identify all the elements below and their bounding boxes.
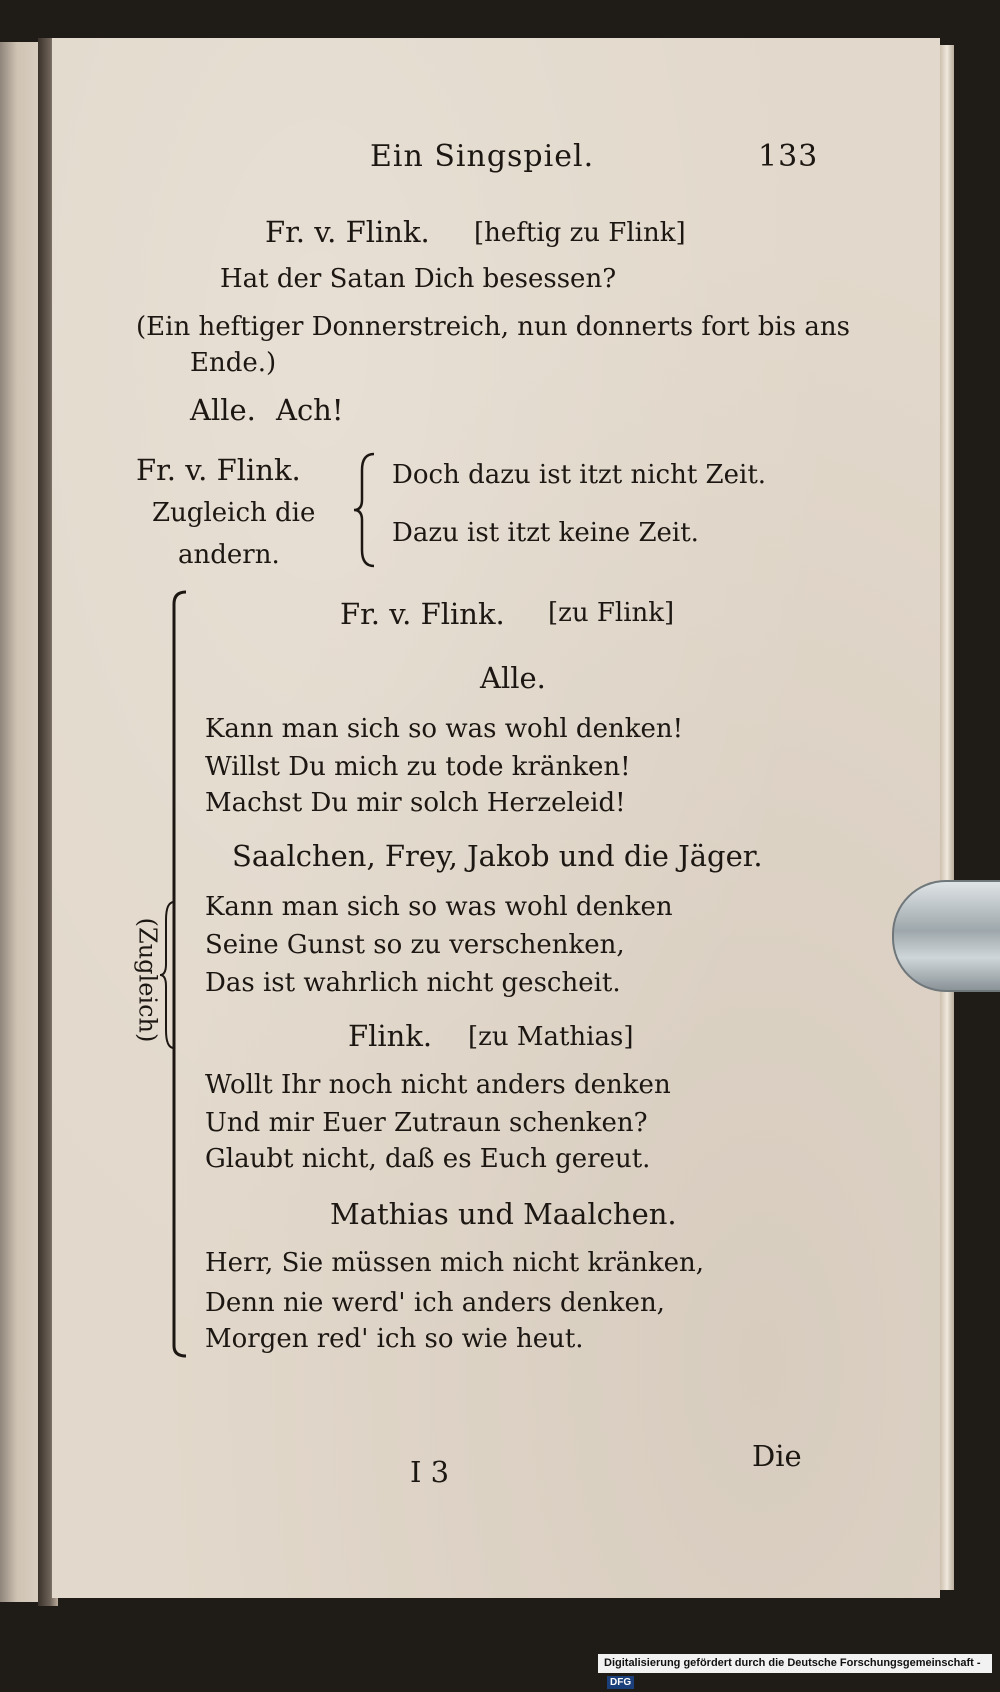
text-line: Und mir Euer Zutraun schenken?	[205, 1108, 648, 1138]
page-clip	[892, 880, 1000, 992]
text-line: Hat der Satan Dich besessen?	[220, 264, 617, 294]
speaker-label: Alle.	[190, 393, 256, 427]
speaker-label: Flink.	[348, 1019, 433, 1053]
credit-text: Digitalisierung gefördert durch die Deutsche Forschungsgemeinschaft -	[604, 1657, 981, 1669]
text-line: Morgen red' ich so wie heut.	[205, 1324, 584, 1354]
dfg-logo: DFG	[607, 1676, 634, 1689]
speaker-label: Zugleich die	[152, 498, 316, 528]
speaker-label: Alle.	[480, 661, 546, 695]
text-line: Ach!	[276, 393, 344, 427]
text-line: Dazu ist itzt keine Zeit.	[392, 518, 699, 548]
speaker-label: Fr. v. Flink.	[265, 215, 430, 249]
curly-brace	[350, 450, 380, 570]
text-line: Wollt Ihr noch nicht anders denken	[205, 1070, 671, 1100]
text-line: Machst Du mir solch Herzeleid!	[205, 788, 626, 818]
catchword: Die	[752, 1439, 802, 1473]
speaker-label: Mathias und Maalchen.	[330, 1197, 677, 1231]
side-label: (Zugleich)	[133, 917, 162, 1043]
page-fore-edge	[940, 45, 954, 1590]
page-number: 133	[758, 139, 819, 174]
text-line: Glaubt nicht, daß es Euch gereut.	[205, 1144, 651, 1174]
speaker-label: andern.	[178, 540, 280, 570]
running-title: Ein Singspiel.	[370, 139, 595, 174]
text-line: Denn nie werd' ich anders denken,	[205, 1288, 665, 1318]
speaker-label: Fr. v. Flink.	[340, 597, 505, 631]
stage-direction: [zu Mathias]	[468, 1022, 634, 1052]
signature-mark: I 3	[410, 1455, 450, 1489]
facing-page-edge	[0, 42, 38, 1602]
text-line: Kann man sich so was wohl denken!	[205, 714, 684, 744]
stage-direction: (Ein heftiger Donnerstreich, nun donnerts fort bis ans	[136, 312, 850, 342]
text-line: Das ist wahrlich nicht gescheit.	[205, 968, 621, 998]
stage-direction: Ende.)	[190, 348, 277, 378]
speaker-label: Fr. v. Flink.	[136, 453, 301, 487]
text-line: Herr, Sie müssen mich nicht kränken,	[205, 1248, 705, 1278]
text-line: Willst Du mich zu tode kränken!	[205, 752, 631, 782]
digitization-credit	[598, 1654, 992, 1688]
text-line: Seine Gunst so zu verschenken,	[205, 930, 625, 960]
stage-direction: [zu Flink]	[548, 598, 675, 628]
text-line: Kann man sich so was wohl denken	[205, 892, 673, 922]
speaker-label: Saalchen, Frey, Jakob und die Jäger.	[232, 839, 763, 873]
text-line: Doch dazu ist itzt nicht Zeit.	[392, 460, 767, 490]
stage-direction: [heftig zu Flink]	[474, 218, 686, 248]
